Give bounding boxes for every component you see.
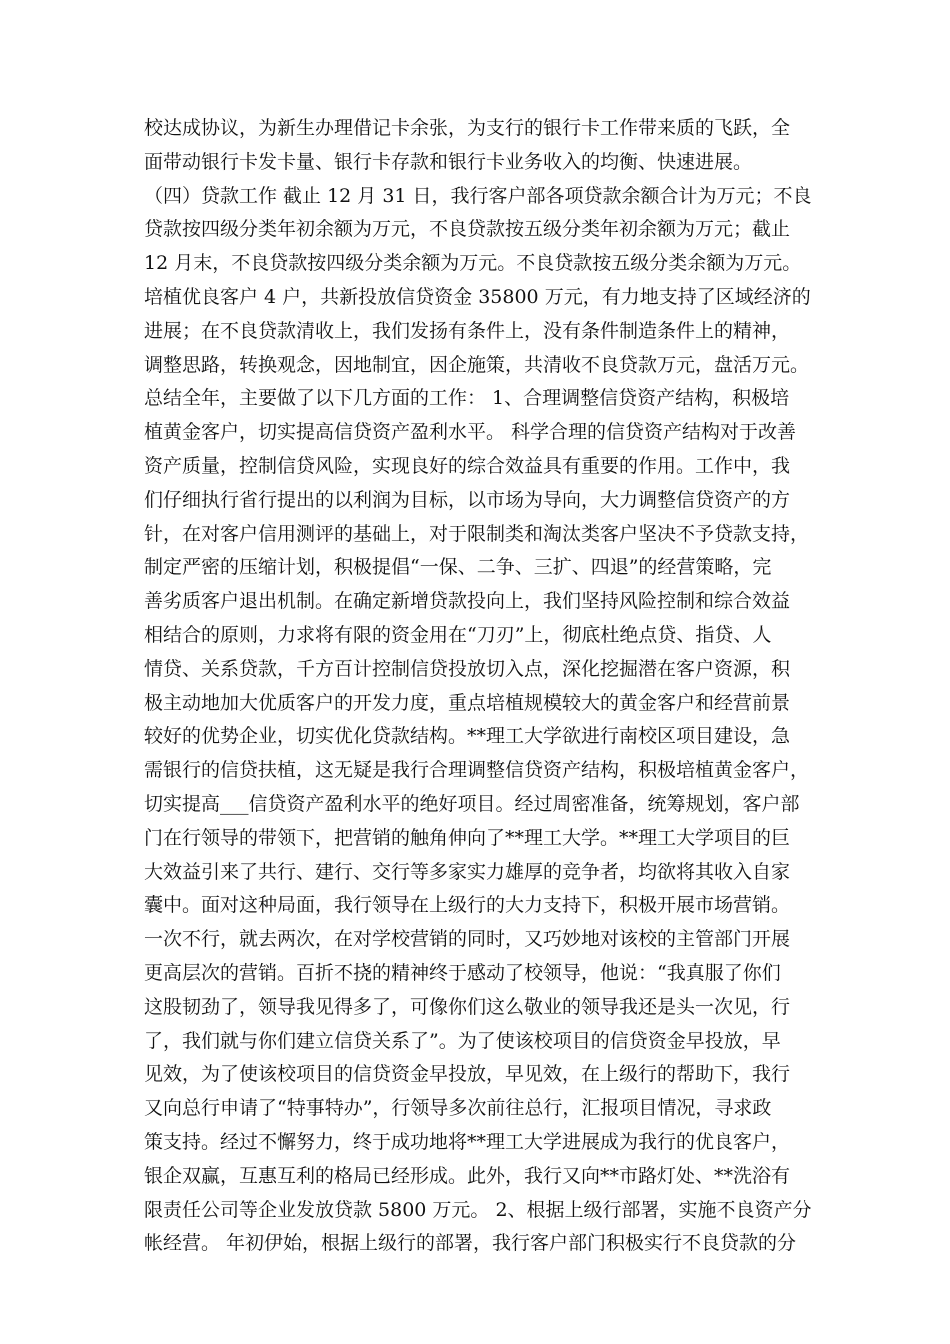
text-line: 囊中。面对这种局面，我行领导在上级行的大力支持下，积极开展市场营销。	[144, 894, 791, 917]
text-line: 相结合的原则，力求将有限的资金用在“刀刃”上，彻底杜绝点贷、指贷、人	[144, 623, 772, 646]
text-line: 调整思路，转换观念，因地制宜，因企施策，共清收不良贷款万元，盘活万元。	[144, 353, 810, 376]
text-line: 更高层次的营销。百折不挠的精神终于感动了校领导，他说：“我真服了你们	[144, 961, 781, 984]
text-line: 情贷、关系贷款，千方百计控制信贷投放切入点，深化挖掘潜在客户资源，积	[144, 657, 791, 680]
text-line: 大效益引来了共行、建行、交行等多家实力雄厚的竞争者，均欲将其收入自家	[144, 860, 791, 883]
text-line: 善劣质客户退出机制。在确定新增贷款投向上，我们坚持风险控制和综合效益	[144, 590, 791, 613]
text-line: （四）贷款工作 截止 12 月 31 日，我行客户部各项贷款余额合计为万元；不良	[144, 184, 812, 207]
text-line: 12 月末，不良贷款按四级分类余额为万元。不良贷款按五级分类余额为万元。	[144, 252, 802, 275]
text-line: 校达成协议，为新生办理借记卡余张，为支行的银行卡工作带来质的飞跃，全	[144, 117, 791, 139]
text-line: 切实提高___信贷资产盈利水平的绝好项目。经过周密准备，统筹规划，客户部	[144, 792, 800, 815]
text-line: 这股韧劲了，领导我见得多了，可像你们这么敬业的领导我还是头一次见，行	[144, 995, 791, 1018]
text-line: 资产质量，控制信贷风险，实现良好的综合效益具有重要的作用。工作中，我	[144, 454, 791, 477]
text-line: 限责任公司等企业发放贷款 5800 万元。 2、根据上级行部署，实施不良资产分	[144, 1198, 812, 1221]
text-line: 们仔细执行省行提出的以利润为目标，以市场为导向，大力调整信贷资产的方	[144, 488, 791, 511]
text-line: 针，在对客户信用测评的基础上，对于限制类和淘汰类客户坚决不予贷款支持，	[144, 522, 810, 545]
text-line: 极主动地加大优质客户的开发力度，重点培植规模较大的黄金客户和经营前景	[144, 691, 791, 714]
text-line: 策支持。经过不懈努力，终于成功地将**理工大学进展成为我行的优良客户，	[144, 1130, 791, 1153]
text-line: 进展；在不良贷款清收上，我们发扬有条件上，没有条件制造条件上的精神，	[144, 319, 791, 342]
text-line: 贷款按四级分类年初余额为万元，不良贷款按五级分类年初余额为万元；截止	[144, 218, 791, 241]
document-body	[144, 112, 824, 1261]
text-line: 一次不行，就去两次，在对学校营销的同时，又巧妙地对该校的主管部门开展	[144, 928, 791, 951]
text-line: 植黄金客户，切实提高信贷资产盈利水平。 科学合理的信贷资产结构对于改善	[144, 421, 797, 444]
text-line: 又向总行申请了“特事特办”，行领导多次前往总行，汇报项目情况，寻求政	[144, 1097, 772, 1120]
text-line: 帐经营。 年初伊始，根据上级行的部署，我行客户部门积极实行不良贷款的分	[144, 1232, 797, 1255]
text-line: 总结全年，主要做了以下几方面的工作： 1、合理调整信贷资产结构，积极培	[144, 387, 790, 410]
text-line: 门在行领导的带领下，把营销的触角伸向了**理工大学。**理工大学项目的巨	[144, 826, 791, 849]
text-line: 面带动银行卡发卡量、银行卡存款和银行卡业务收入的均衡、快速进展。	[144, 150, 753, 173]
text-line: 培植优良客户 4 户，共新投放信贷资金 35800 万元，有力地支持了区域经济的	[144, 285, 811, 308]
text-line: 银企双赢，互惠互利的格局已经形成。此外，我行又向**市路灯处、**洗浴有	[144, 1164, 791, 1187]
text-line: 需银行的信贷扶植，这无疑是我行合理调整信贷资产结构，积极培植黄金客户，	[144, 759, 810, 782]
text-line: 了，我们就与你们建立信贷关系了”。为了使该校项目的信贷资金早投放，早	[144, 1029, 781, 1052]
text-line: 见效，为了使该校项目的信贷资金早投放，早见效，在上级行的帮助下，我行	[144, 1063, 791, 1086]
text-line: 制定严密的压缩计划，积极提倡“一保、二争、三扩、四退”的经营策略，完	[144, 556, 772, 579]
text-line: 较好的优势企业，切实优化贷款结构。**理工大学欲进行南校区项目建设，急	[144, 725, 791, 748]
